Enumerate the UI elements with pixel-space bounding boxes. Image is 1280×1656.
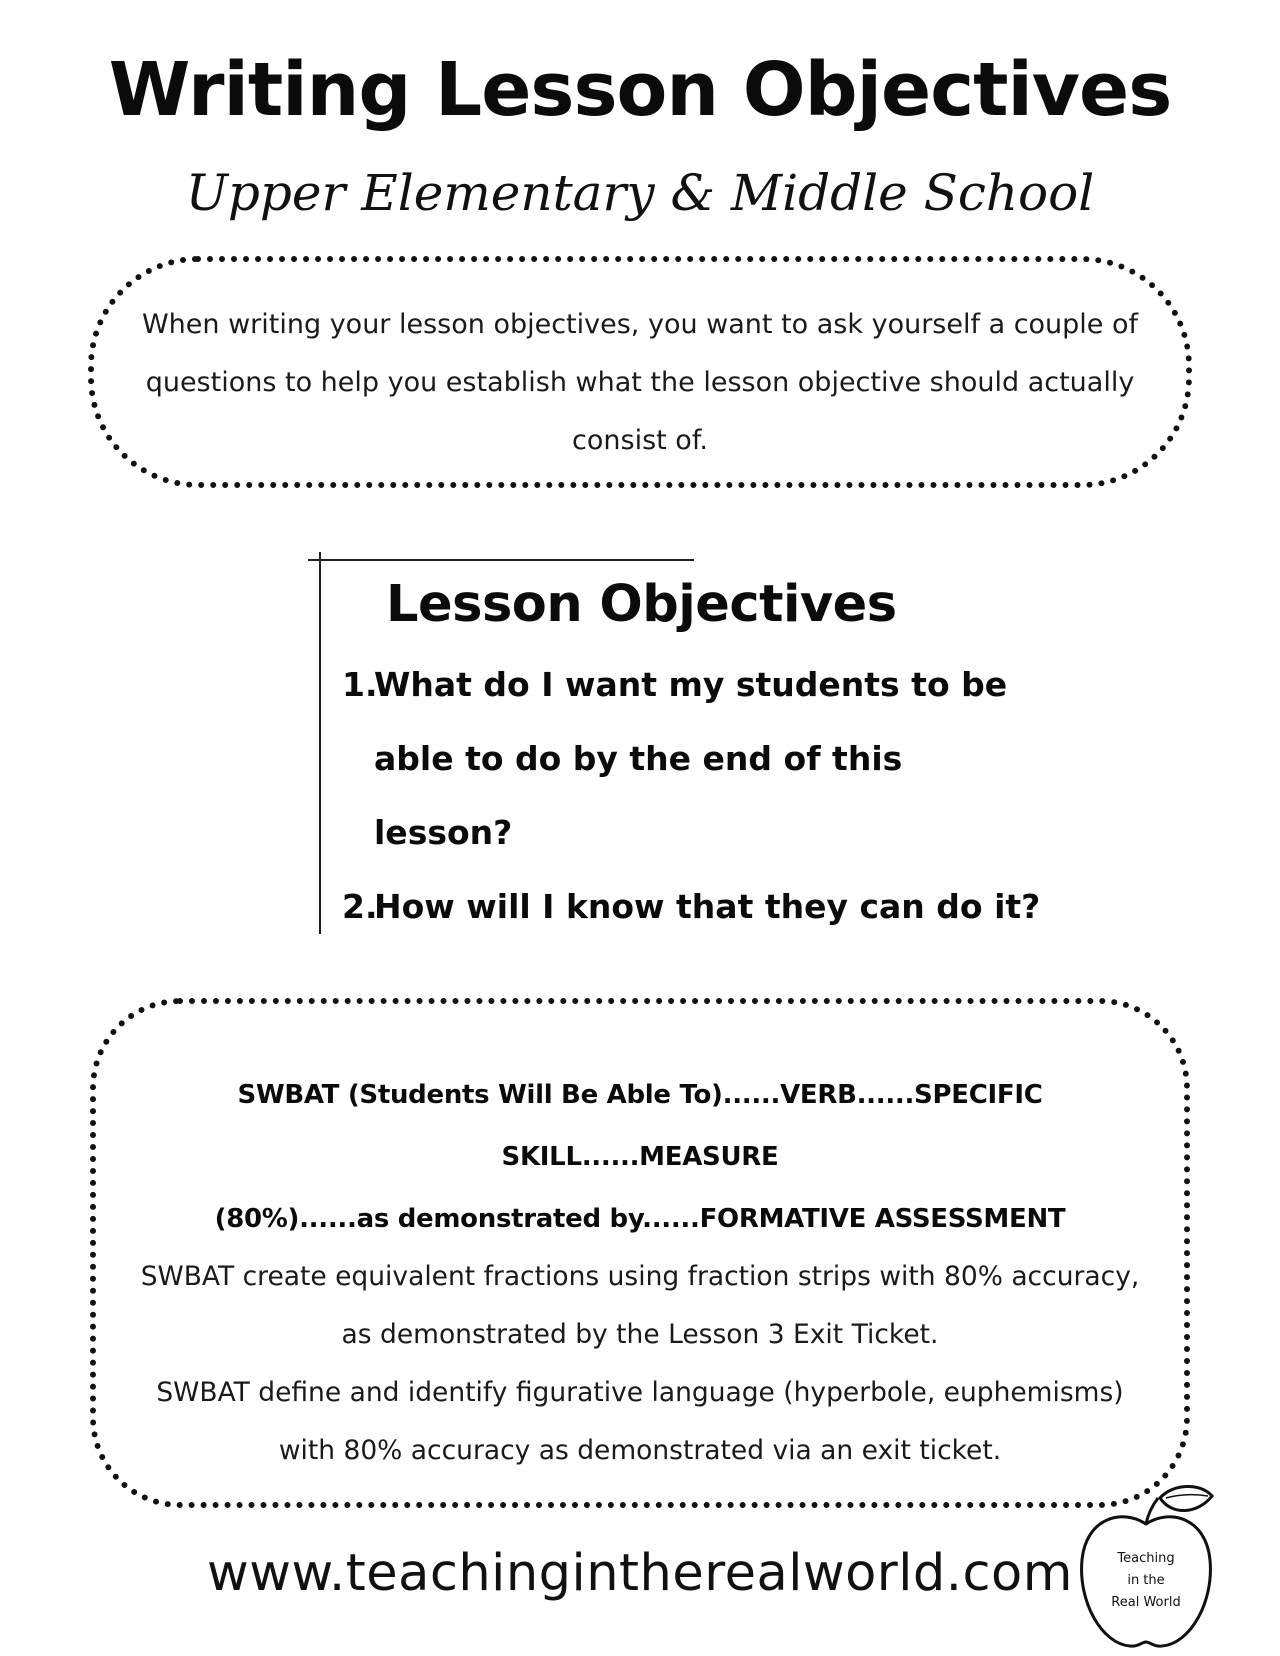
objectives-frame-left-line [319,552,321,934]
formula-line: (80%)......as demonstrated by......FORMATIVE ASSESSMENT [214,1204,1066,1234]
example-line: SWBAT create equivalent fractions using fraction strips with 80% accuracy, [140,1261,1140,1292]
objective-questions-list [342,648,1042,944]
intro-line: When writing your lesson objectives, you want to ask yourself a couple of [141,309,1139,340]
intro-line: questions to help you establish what the lesson objective should actually [145,367,1135,398]
question-line: What do I want my students to be [374,665,1008,704]
objectives-frame-top-line [308,559,694,561]
logo-line: in the [1127,1573,1165,1588]
question-line: lesson? [374,813,513,852]
intro-line: consist of. [572,425,708,456]
example-line: with 80% accuracy as demonstrated via an exit ticket. [278,1435,1002,1466]
objective-question-2 [342,870,1042,944]
question-number: 1. [342,665,378,704]
example-line: as demonstrated by the Lesson 3 Exit Ticket. [341,1319,939,1350]
website-url: www.teachingintherealworld.com [207,1544,1073,1603]
intro-text [120,296,1160,470]
page-subtitle: Upper Elementary & Middle School [185,164,1095,222]
objective-question-1 [342,648,1042,870]
formula-line: SWBAT (Students Will Be Able To)......VERB......SPECIFIC SKILL......MEASURE [237,1080,1043,1172]
swbat-formula [110,1064,1170,1250]
question-line: able to do by the end of this [374,739,903,778]
page-title: Writing Lesson Objectives [108,47,1172,133]
example-line: SWBAT define and identify figurative language (hyperbole, euphemisms) [156,1377,1124,1408]
logo-text [1086,1548,1206,1614]
logo-line: Teaching [1117,1551,1175,1566]
question-text [374,870,1042,944]
lesson-objectives-heading: Lesson Objectives [386,575,897,634]
swbat-examples [110,1248,1170,1480]
question-number: 2. [342,887,378,926]
question-line: How will I know that they can do it? [374,887,1041,926]
logo-line: Real World [1111,1595,1181,1610]
question-text [374,648,1042,870]
